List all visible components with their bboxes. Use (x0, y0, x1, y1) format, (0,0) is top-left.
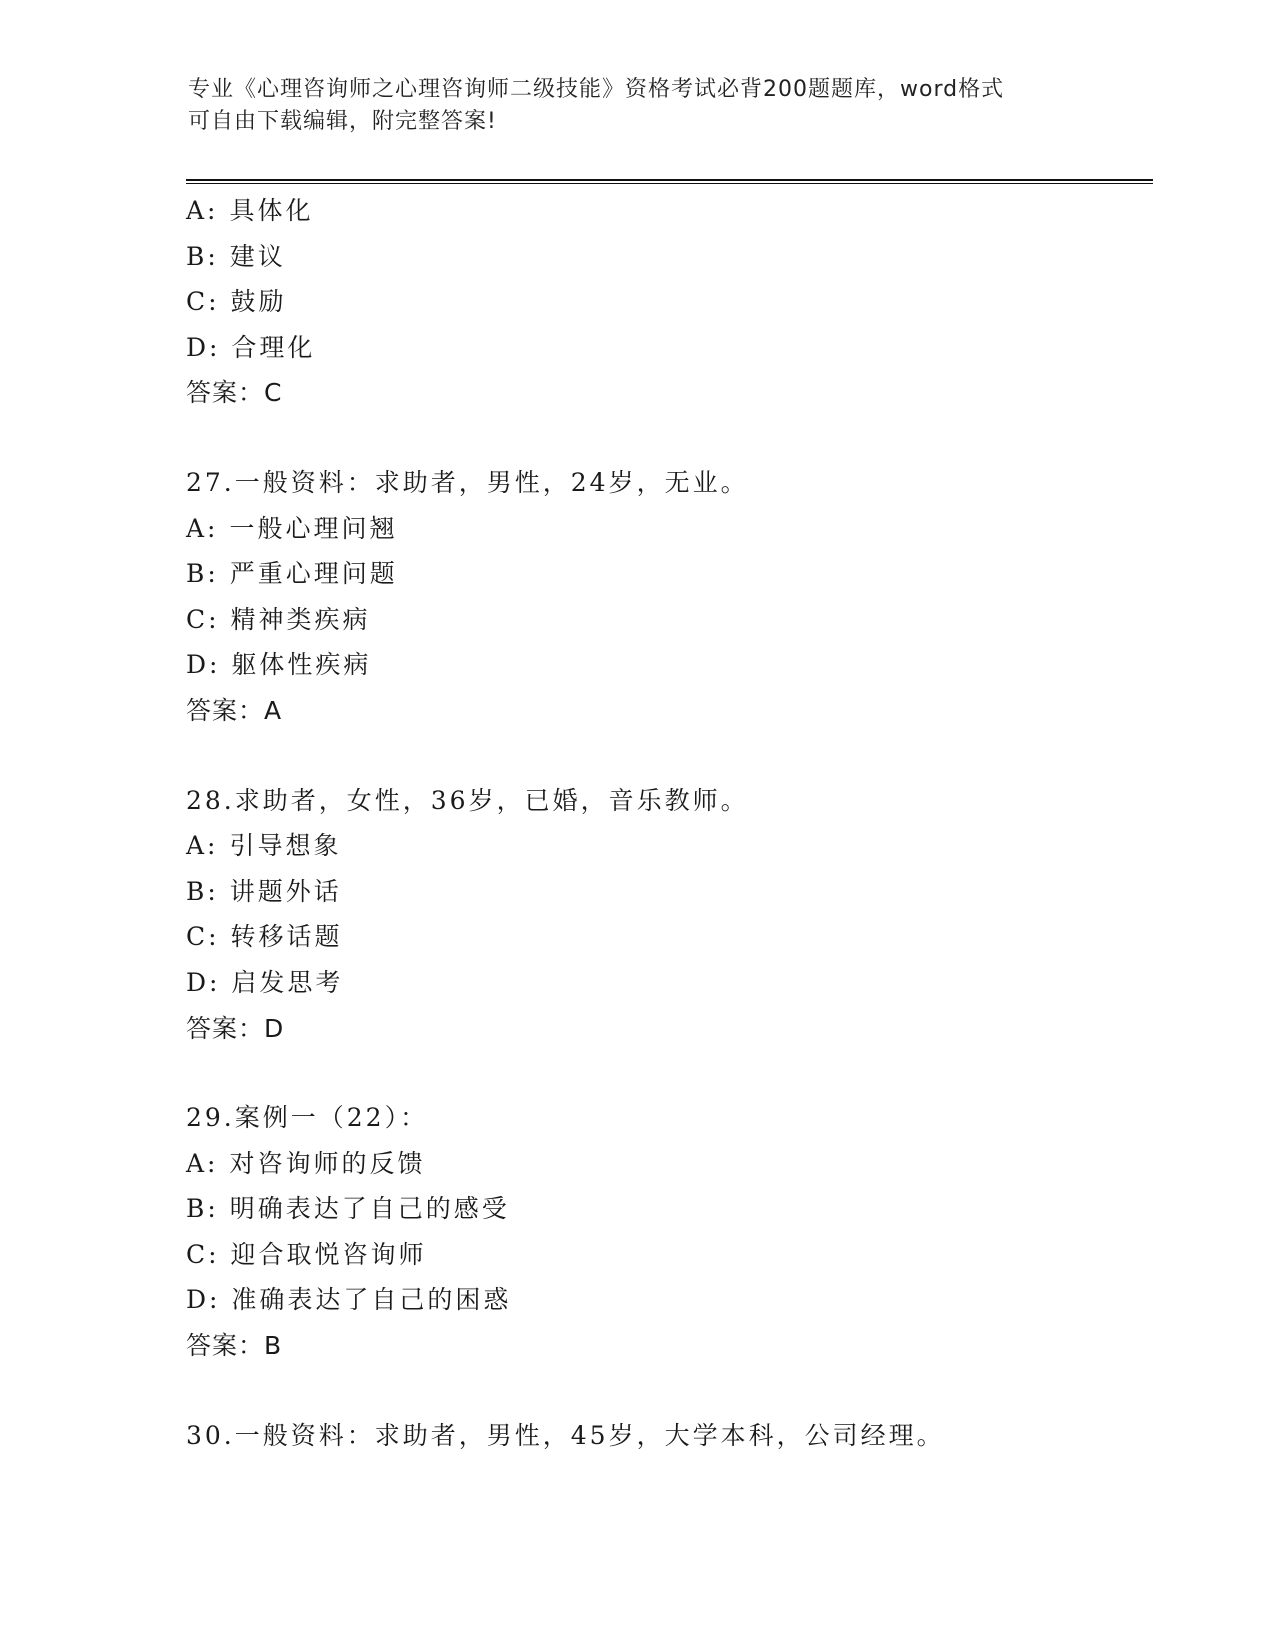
option-letter: C: (186, 287, 220, 317)
option-text: 转移话题 (230, 922, 343, 952)
document-header (188, 74, 1088, 138)
option-text: 引导想象 (229, 831, 342, 861)
option-a (186, 506, 1146, 552)
option-letter: C: (186, 604, 220, 634)
option-text: 明确表达了自己的感受 (229, 1194, 510, 1224)
option-letter: D: (186, 967, 221, 997)
answer-line: 答案：B (186, 1331, 283, 1361)
answer-line: 答案：A (186, 695, 283, 725)
question-block-29 (186, 1095, 1146, 1369)
option-b (186, 869, 1146, 915)
option-b (186, 234, 1146, 280)
option-letter: D: (186, 650, 221, 680)
option-letter: A: (186, 1148, 219, 1178)
block-gap (186, 1369, 1146, 1413)
option-text: 一般心理问翘 (229, 513, 398, 543)
option-c (186, 914, 1146, 960)
option-letter: B: (186, 559, 219, 589)
option-text: 迎合取悦咨询师 (230, 1239, 427, 1269)
option-letter: B: (186, 1194, 219, 1224)
block-gap (186, 416, 1146, 460)
question-stem: 27.一般资料：求助者，男性，24岁，无业。 (186, 467, 749, 497)
option-text: 准确表达了自己的困惑 (231, 1285, 512, 1315)
option-text: 精神类疾病 (230, 604, 371, 634)
question-block-previous (186, 188, 1146, 416)
option-text: 严重心理问题 (229, 559, 398, 589)
option-text: 躯体性疾病 (231, 650, 372, 680)
question-stem: 29.案例一（22）： (186, 1103, 429, 1133)
option-b (186, 1186, 1146, 1232)
option-d (186, 642, 1146, 688)
option-text: 建议 (229, 241, 286, 271)
option-b (186, 551, 1146, 597)
header-line-2: 可自由下载编辑，附完整答案! (188, 109, 497, 134)
option-a (186, 188, 1146, 234)
header-rule-thin (186, 183, 1153, 184)
option-a (186, 823, 1146, 869)
option-text: 对咨询师的反馈 (229, 1148, 426, 1178)
header-line-1: 专业《心理咨询师之心理咨询师二级技能》资格考试必背200题题库，word格式 (188, 77, 1005, 102)
answer-line: 答案：D (186, 1013, 285, 1043)
option-c (186, 279, 1146, 325)
option-letter: A: (186, 513, 219, 543)
option-text: 具体化 (229, 196, 314, 225)
question-block-27 (186, 460, 1146, 734)
option-a (186, 1141, 1146, 1187)
option-d (186, 1277, 1146, 1323)
option-letter: C: (186, 922, 220, 952)
block-gap (186, 1051, 1146, 1095)
header-rule-thick (186, 179, 1153, 181)
option-text: 合理化 (231, 332, 316, 362)
option-text: 鼓励 (230, 287, 287, 317)
option-letter: D: (186, 1285, 221, 1315)
question-list (186, 188, 1146, 1458)
option-text: 启发思考 (231, 967, 344, 997)
block-gap (186, 734, 1146, 778)
question-block-28 (186, 778, 1146, 1052)
option-d (186, 325, 1146, 371)
option-text: 讲题外话 (229, 876, 342, 906)
question-stem-30: 30.一般资料：求助者，男性，45岁，大学本科，公司经理。 (186, 1420, 945, 1450)
question-stem: 28.求助者，女性，36岁，已婚，音乐教师。 (186, 785, 749, 815)
option-c (186, 1232, 1146, 1278)
answer-line: 答案：C (186, 378, 283, 408)
option-letter: D: (186, 332, 221, 362)
option-letter: B: (186, 241, 219, 271)
option-c (186, 597, 1146, 643)
option-letter: C: (186, 1239, 220, 1269)
option-letter: A: (186, 196, 219, 225)
option-letter: A: (186, 831, 219, 861)
option-letter: B: (186, 876, 219, 906)
option-d (186, 960, 1146, 1006)
